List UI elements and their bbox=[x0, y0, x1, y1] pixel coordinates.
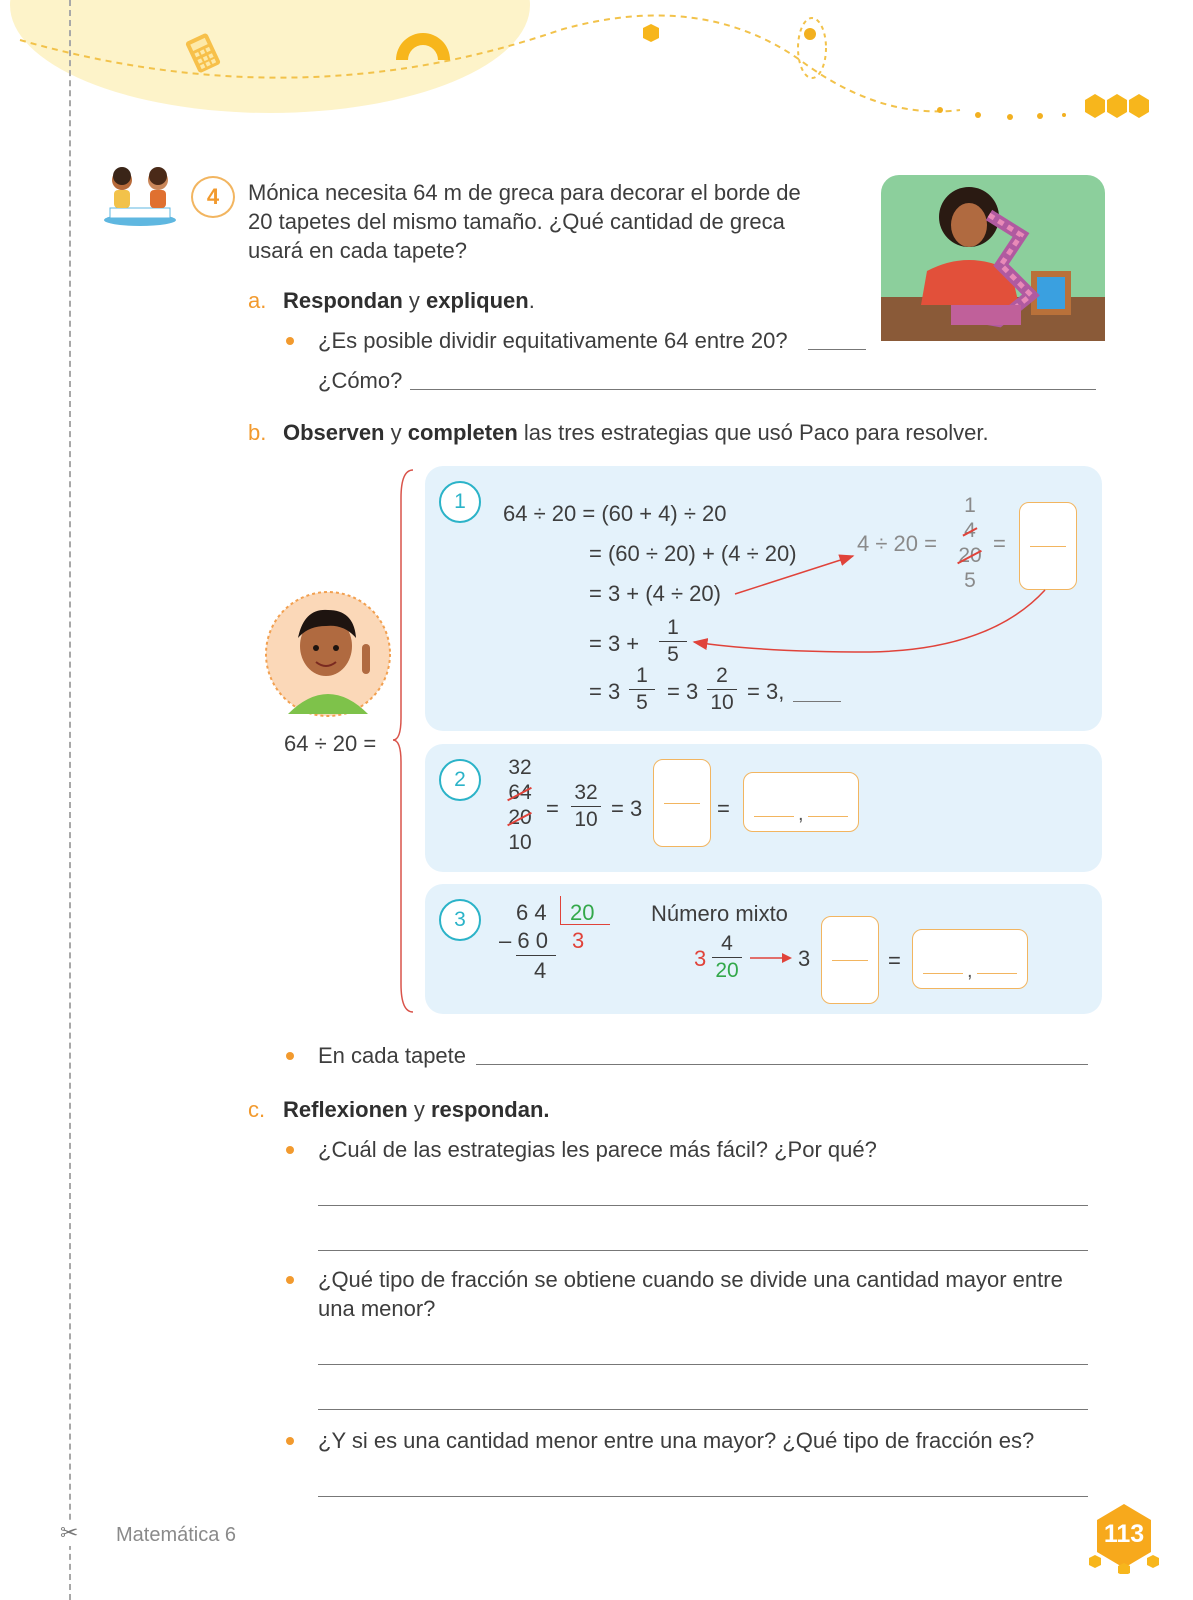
s1-side-equals: = bbox=[993, 531, 1006, 556]
s3-mixed-fraction bbox=[712, 932, 742, 983]
numerator-struck: 4 bbox=[964, 519, 976, 542]
simplified-top: 32 bbox=[508, 756, 532, 779]
s3-divisor: 20 bbox=[570, 900, 595, 925]
s3-dividend: 6 4 bbox=[516, 900, 547, 925]
part-b-letter: b. bbox=[248, 420, 267, 445]
word-y: y bbox=[384, 420, 408, 445]
denominator: 10 bbox=[574, 808, 598, 831]
numerator: 32 bbox=[574, 781, 598, 804]
word-completen: completen bbox=[407, 420, 518, 445]
answer-line-c3[interactable] bbox=[318, 1496, 1088, 1497]
decimal-comma: , bbox=[798, 803, 804, 825]
word-period: . bbox=[528, 288, 535, 313]
denominator-struck: 20 bbox=[958, 544, 982, 567]
s2-equals-3: = bbox=[717, 796, 730, 821]
denominator-struck: 20 bbox=[508, 806, 532, 829]
s1-line-2: = (60 ÷ 20) + (4 ÷ 20) bbox=[589, 541, 797, 566]
part-c-letter: c. bbox=[248, 1097, 266, 1122]
bullet bbox=[286, 1437, 294, 1445]
s3-mixed-whole: 3 bbox=[694, 946, 707, 971]
word-respondan: Respondan bbox=[283, 288, 403, 313]
answer-line-c2-1[interactable] bbox=[318, 1364, 1088, 1365]
problem-text-line-2: 20 tapetes del mismo tamaño. ¿Qué cantidad de greca bbox=[248, 209, 785, 234]
answer-line-c1-2[interactable] bbox=[318, 1250, 1088, 1251]
s2-struck-fraction bbox=[503, 755, 537, 855]
numerator: 1 bbox=[667, 616, 679, 639]
main-expression: 64 ÷ 20 = bbox=[284, 731, 377, 756]
scissors-icon: ✂ bbox=[60, 1520, 79, 1545]
s1-line-3: = 3 + (4 ÷ 20) bbox=[589, 581, 721, 606]
strategy-2-number: 2 bbox=[439, 759, 481, 801]
simplified-bottom: 10 bbox=[508, 831, 532, 854]
strategy-3-number: 3 bbox=[439, 899, 481, 941]
bullet bbox=[286, 1276, 294, 1284]
s2-equals-1: = bbox=[546, 796, 559, 821]
s2-equals-2: = 3 bbox=[611, 796, 643, 821]
s3-fraction-box[interactable] bbox=[821, 916, 879, 1004]
question-c2-line-2: una menor? bbox=[318, 1296, 436, 1321]
s2-fraction-box[interactable] bbox=[653, 759, 711, 847]
s1-line-5-c: = 3, bbox=[747, 679, 785, 704]
answer-line-c1-1[interactable] bbox=[318, 1205, 1088, 1206]
s3-arrow bbox=[748, 950, 794, 966]
book-title: Matemática 6 bbox=[116, 1524, 237, 1546]
s3-sub-line bbox=[516, 955, 556, 956]
question-c1: ¿Cuál de las estrategias les parece más fácil? ¿Por qué? bbox=[318, 1137, 877, 1162]
answer-line-c2-2[interactable] bbox=[318, 1409, 1088, 1410]
s1-line-1: 64 ÷ 20 = (60 + 4) ÷ 20 bbox=[503, 501, 727, 526]
simplified-top: 1 bbox=[964, 494, 976, 517]
numerator-struck: 64 bbox=[508, 781, 532, 804]
numerator: 2 bbox=[716, 664, 728, 687]
s1-side-expression: 4 ÷ 20 = bbox=[857, 531, 937, 556]
word-expliquen: expliquen bbox=[426, 288, 529, 313]
denominator: 5 bbox=[667, 643, 679, 666]
denominator: 5 bbox=[636, 691, 648, 714]
s1-line-5-a: = 3 bbox=[589, 679, 621, 704]
question-c2-line-1: ¿Qué tipo de fracción se obtiene cuando se divide una cantidad mayor entre bbox=[318, 1267, 1063, 1292]
numerator: 1 bbox=[636, 664, 648, 687]
question-c3: ¿Y si es una cantidad menor entre una mayor? ¿Qué tipo de fracción es? bbox=[318, 1428, 1035, 1453]
simplified-bottom: 5 bbox=[964, 569, 976, 592]
word-y: y bbox=[407, 1097, 431, 1122]
answer-label-b: En cada tapete bbox=[318, 1043, 467, 1068]
part-c-instruction bbox=[283, 1095, 550, 1124]
denominator: 20 bbox=[715, 959, 739, 982]
word-observen: Observen bbox=[283, 420, 385, 445]
bullet bbox=[286, 1052, 294, 1060]
bullet bbox=[286, 1146, 294, 1154]
problem-text-line-3: usará en cada tapete? bbox=[248, 238, 467, 263]
decimal-comma: , bbox=[967, 960, 973, 982]
s1-arrows bbox=[0, 0, 1193, 760]
s3-equals: = bbox=[888, 948, 901, 973]
word-y: y bbox=[402, 288, 427, 313]
s3-decimal-box[interactable] bbox=[912, 929, 1028, 989]
s1-line-4-pre: = 3 + bbox=[589, 631, 640, 656]
s2-decimal-box[interactable] bbox=[743, 772, 859, 832]
word-respondan: respondan. bbox=[430, 1097, 550, 1122]
answer-line-b[interactable] bbox=[476, 1064, 1088, 1065]
s3-whole-2: 3 bbox=[798, 946, 811, 971]
problem-text-line-1: Mónica necesita 64 m de greca para decorar el borde de bbox=[248, 180, 801, 205]
word-reflexionen: Reflexionen bbox=[283, 1097, 408, 1122]
instruction-rest: las tres estrategias que usó Paco para resolver. bbox=[517, 420, 989, 445]
strategy-1-number: 1 bbox=[439, 481, 481, 523]
page-number: 113 bbox=[1103, 1520, 1145, 1548]
numerator: 4 bbox=[721, 932, 733, 955]
s2-fraction-32-10 bbox=[571, 781, 601, 832]
s3-remainder: 4 bbox=[534, 958, 547, 983]
question-a2: ¿Cómo? bbox=[318, 368, 403, 393]
problem-number: 4 bbox=[191, 176, 235, 218]
s3-quotient: 3 bbox=[572, 928, 585, 953]
s3-subtraction: – 6 0 bbox=[499, 928, 548, 953]
s1-line-5-b: = 3 bbox=[667, 679, 699, 704]
part-a-letter: a. bbox=[248, 288, 267, 313]
denominator: 10 bbox=[710, 691, 734, 714]
question-a1: ¿Es posible dividir equitativamente 64 entre 20? bbox=[318, 328, 788, 353]
s3-mixed-label: Número mixto bbox=[651, 901, 788, 926]
